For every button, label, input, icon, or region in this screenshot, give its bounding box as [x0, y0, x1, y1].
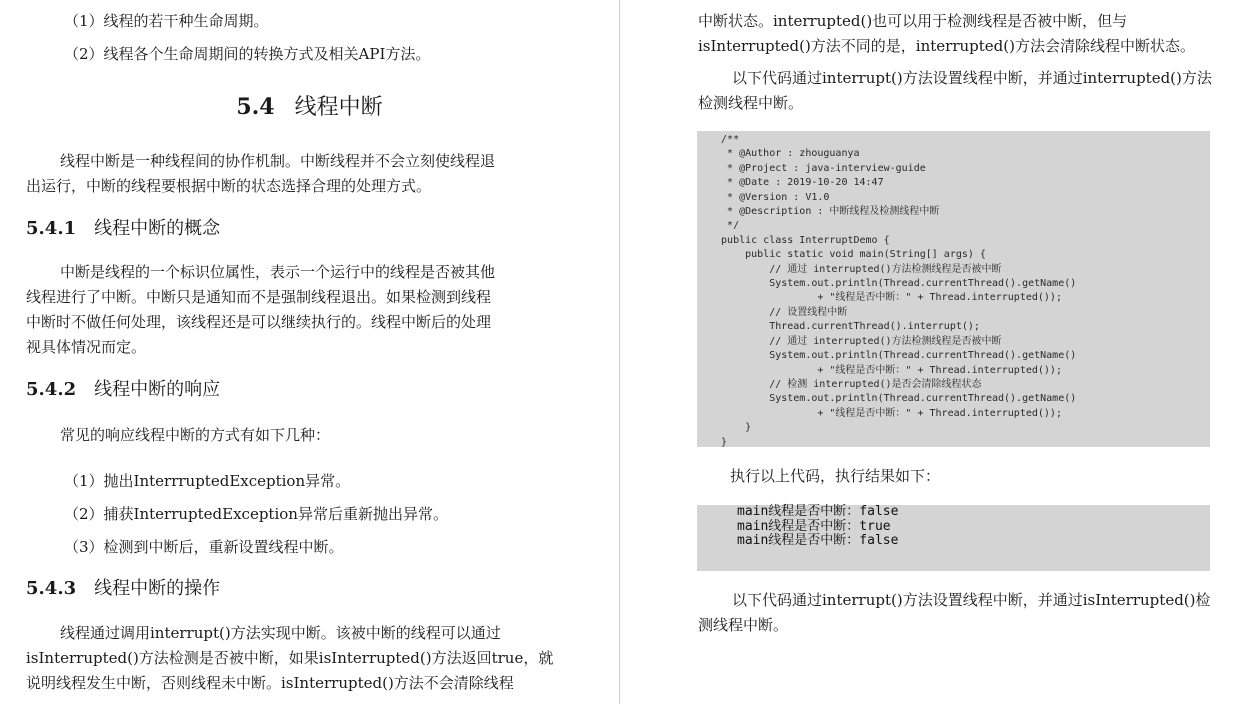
- paragraph-line: 出运行，中断的线程要根据中断的状态选择合理的处理方式。: [26, 177, 432, 195]
- list-item: （3）检测到中断后，重新设置线程中断。: [64, 538, 344, 556]
- subsection-title: 线程中断的概念: [94, 218, 221, 239]
- paragraph-line: 说明线程发生中断，否则线程未中断。isInterrupted()方法不会清除线程: [26, 674, 514, 692]
- subsection-number: 5.4.1: [26, 218, 77, 239]
- subsection-title: 线程中断的响应: [94, 379, 221, 400]
- subsection-heading: [26, 377, 220, 403]
- section-number: 5.4: [236, 94, 275, 120]
- right-page: [620, 0, 1236, 704]
- paragraph-line: 线程通过调用interrupt()方法实现中断。该被中断的线程可以通过: [60, 624, 501, 642]
- paragraph-line: 测线程中断。: [698, 616, 789, 634]
- subsection-number: 5.4.2: [26, 379, 77, 400]
- list-item: （2）线程各个生命周期间的转换方式及相关API方法。: [64, 45, 431, 63]
- paragraph-line: isInterrupted()方法不同的是，interrupted()方法会清除线程中断状态。: [698, 37, 1195, 55]
- output-block: [697, 505, 1210, 571]
- paragraph-line: 中断是线程的一个标识位属性，表示一个运行中的线程是否被其他: [60, 263, 496, 281]
- response-paragraph: 常见的响应线程中断的方式有如下几种：: [60, 426, 331, 444]
- subsection-heading: [26, 576, 220, 602]
- run-result-text: 执行以上代码，执行结果如下：: [730, 467, 941, 485]
- paragraph-line: 以下代码通过interrupt()方法设置线程中断，并通过isInterrupted()检: [732, 591, 1211, 609]
- subsection-number: 5.4.3: [26, 578, 77, 599]
- continued-paragraph: [698, 9, 1214, 59]
- code-block: [697, 131, 1210, 447]
- paragraph-line: 以下代码通过interrupt()方法设置线程中断，并通过interrupted()方法: [732, 69, 1212, 87]
- section-title: 线程中断: [294, 95, 383, 120]
- paragraph-line: 中断时不做任何处理，该线程还是可以继续执行的。线程中断后的处理: [26, 313, 492, 331]
- code-intro-paragraph: [698, 66, 1214, 116]
- subsection-heading: [26, 216, 220, 242]
- output-text: main线程是否中断：false main线程是否中断：true main线程是否中断：false: [737, 504, 899, 549]
- paragraph-line: isInterrupted()方法检测是否被中断，如果isInterrupted()方法返回true，就: [26, 649, 554, 667]
- intro-paragraph: [26, 149, 538, 199]
- list-item: （1）抛出InterrruptedException异常。: [64, 472, 351, 490]
- paragraph-line: 检测线程中断。: [698, 94, 804, 112]
- final-paragraph: [698, 588, 1214, 638]
- code-text: /** * @Author : zhouguanya * @Project : java-interview-guide * @Date : 2019-10-20 14:47 * @Version : V1.0 * @Description : 中断线程及检测线程中断 */ public class InterruptDemo { public static void main(String[] args) { // 通过 interrupted()方法检测线程是否被中断 System.out.println(Thread.currentThread().getName() + "线程是否中断：" + Thread.interrupted()); // 设置线程中断 Thread.currentThread().interrupt(); // 通过 interrupted()方法检测线程是否被中断 System.out.println(Thread.currentThread().getName() + "线程是否中断：" + Thread.interrupted()); // 检测 interrupted()是否会清除线程状态 System.out.println(Thread.currentThread().getName() + "线程是否中断：" + Thread.interrupted()); } }: [721, 134, 1077, 448]
- operation-paragraph: [26, 621, 554, 696]
- paragraph-line: 视具体情况而定。: [26, 338, 147, 356]
- paragraph-line: 线程中断是一种线程间的协作机制。中断线程并不会立刻使线程退: [60, 152, 496, 170]
- paragraph-line: 中断状态。interrupted()也可以用于检测线程是否被中断，但与: [698, 12, 1128, 30]
- list-item: （1）线程的若干种生命周期。: [64, 12, 269, 30]
- paragraph-line: 线程进行了中断。中断只是通知而不是强制线程退出。如果检测到线程: [26, 288, 492, 306]
- list-item: （2）捕获InterruptedException异常后重新抛出异常。: [64, 505, 448, 523]
- concept-paragraph: [26, 260, 538, 360]
- section-heading: [0, 92, 619, 123]
- subsection-title: 线程中断的操作: [94, 578, 221, 599]
